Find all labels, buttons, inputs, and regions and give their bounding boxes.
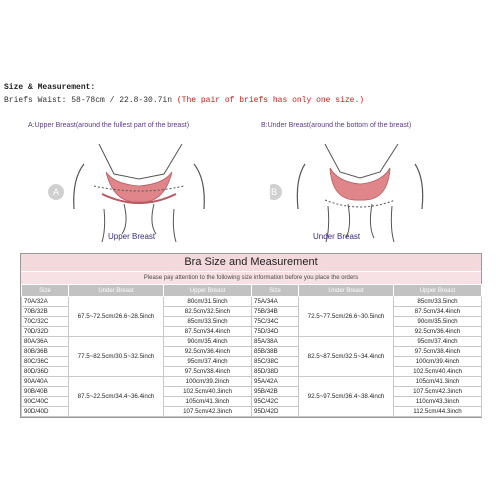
upper-breast-cell: 100cm/39.4inch: [394, 357, 482, 367]
size-cell: 80C/36C: [22, 357, 69, 367]
upper-breast-cell: 85cm/33.5inch: [394, 297, 482, 307]
upper-breast-cell: 95cm/37.4inch: [394, 337, 482, 347]
table-row: [22, 297, 482, 307]
under-breast-drawing: [270, 134, 470, 244]
figure-a-letter: A: [52, 187, 60, 197]
upper-breast-cell: 102.5cm/40.4inch: [394, 367, 482, 377]
under-breast-cell: 87.5~22.5cm/34.4~36.4inch: [69, 377, 164, 417]
size-cell: 75A/34A: [252, 297, 299, 307]
header-under-breast: Under Breast: [69, 285, 164, 297]
header-upper-breast: Upper Breast: [394, 285, 482, 297]
size-cell: 75B/34B: [252, 307, 299, 317]
size-grid: [21, 284, 482, 417]
header-size: Size: [22, 285, 69, 297]
section-heading: Size & Measurement:: [4, 83, 96, 92]
upper-breast-label: Upper Breast: [108, 232, 156, 241]
left-arm-line: [297, 164, 305, 209]
upper-breast-cell: 105cm/41.3inch: [394, 377, 482, 387]
figure-b-caption: B:Under Breast(around the bottom of the breast): [261, 122, 412, 129]
header-size: Size: [252, 285, 299, 297]
upper-breast-cell: 110cm/43.3inch: [394, 397, 482, 407]
size-cell: 95C/42C: [252, 397, 299, 407]
size-cell: 95A/42A: [252, 377, 299, 387]
size-cell: 80A/36A: [22, 337, 69, 347]
upper-breast-cell: 92.5cm/36.4inch: [394, 327, 482, 337]
size-cell: 70B/32B: [22, 307, 69, 317]
table-header-row: [22, 285, 482, 297]
shoulder-line: [99, 144, 182, 179]
upper-breast-cell: 90cm/35.4inch: [164, 337, 252, 347]
under-breast-cell: 72.5~77.5cm/26.6~30.5inch: [299, 297, 394, 337]
size-cell: 75C/34C: [252, 317, 299, 327]
size-cell: 90C/40C: [22, 397, 69, 407]
upper-breast-cell: 95cm/37.4inch: [164, 357, 252, 367]
upper-breast-cell: 97.5cm/38.4inch: [164, 367, 252, 377]
upper-breast-cell: 102.5cm/40.3inch: [164, 387, 252, 397]
size-cell: 90D/40D: [22, 407, 69, 417]
size-cell: 90B/40B: [22, 387, 69, 397]
size-cell: 90A/40A: [22, 377, 69, 387]
upper-breast-cell: 107.5cm/42.3inch: [164, 407, 252, 417]
size-cell: 95D/42D: [252, 407, 299, 417]
size-cell: 70C/32C: [22, 317, 69, 327]
figure-a-caption: A:Upper Breast(around the fullest part of the breast): [28, 122, 190, 129]
upper-breast-drawing: [44, 134, 244, 244]
size-cell: 85C/38C: [252, 357, 299, 367]
size-cell: 80B/36B: [22, 347, 69, 357]
upper-breast-cell: 87.5cm/34.4inch: [164, 327, 252, 337]
upper-breast-cell: 100cm/39.2inch: [164, 377, 252, 387]
under-breast-label: Under Breast: [313, 232, 361, 241]
hands-line: [122, 204, 156, 234]
upper-breast-cell: 112.5cm/44.3inch: [394, 407, 482, 417]
figure-b-letter: B: [270, 187, 278, 197]
under-breast-cell: 77.5~82.5cm/30.5~32.5inch: [69, 337, 164, 377]
under-breast-cell: 67.5~72.5cm/26.6~28.5inch: [69, 297, 164, 337]
left-arm-line: [74, 164, 84, 209]
size-cell: 85D/38D: [252, 367, 299, 377]
bra-cups-shape: [106, 172, 172, 202]
briefs-size-note: (The pair of briefs has only one size.): [176, 96, 365, 105]
table-subtitle: Please pay attention to the following size information before you place the orders: [21, 272, 481, 284]
header-under-breast: Under Breast: [299, 285, 394, 297]
size-cell: 95B/42B: [252, 387, 299, 397]
upper-breast-cell: 82.5cm/32.5inch: [164, 307, 252, 317]
table-row: [22, 337, 482, 347]
upper-breast-illustration: [44, 134, 244, 244]
upper-breast-cell: 87.5cm/34.4inch: [394, 307, 482, 317]
table-body: [22, 297, 482, 417]
right-arm-line: [415, 164, 423, 209]
size-cell: 70D/32D: [22, 327, 69, 337]
upper-breast-cell: 97.5cm/38.4inch: [394, 347, 482, 357]
upper-breast-cell: 90cm/35.5inch: [394, 317, 482, 327]
upper-breast-cell: 85cm/33.5inch: [164, 317, 252, 327]
bra-size-table: [20, 253, 482, 418]
size-cell: 85A/38A: [252, 337, 299, 347]
bra-cups-shape: [330, 168, 390, 200]
table-row: [22, 377, 482, 387]
size-cell: 75D/34D: [252, 327, 299, 337]
right-arm-line: [194, 164, 204, 209]
header-upper-breast: Upper Breast: [164, 285, 252, 297]
under-breast-illustration: [270, 134, 470, 244]
tape-measure-line: [325, 200, 395, 207]
upper-breast-cell: 107.5cm/42.3inch: [394, 387, 482, 397]
briefs-waist-text: Briefs Waist: 58-78cm / 22.8-30.7in: [4, 96, 173, 105]
upper-breast-cell: 80cm/31.5inch: [164, 297, 252, 307]
under-breast-cell: 82.5~87.5cm/32.5~34.4inch: [299, 337, 394, 377]
size-cell: 85B/38B: [252, 347, 299, 357]
table-title: Bra Size and Measurement: [21, 254, 481, 272]
size-cell: 80D/36D: [22, 367, 69, 377]
under-breast-cell: 92.5~97.5cm/36.4~38.4inch: [299, 377, 394, 417]
upper-breast-cell: 105cm/41.3inch: [164, 397, 252, 407]
briefs-waist-line: [4, 96, 364, 105]
upper-breast-cell: 92.5cm/36.4inch: [164, 347, 252, 357]
size-cell: 70A/32A: [22, 297, 69, 307]
